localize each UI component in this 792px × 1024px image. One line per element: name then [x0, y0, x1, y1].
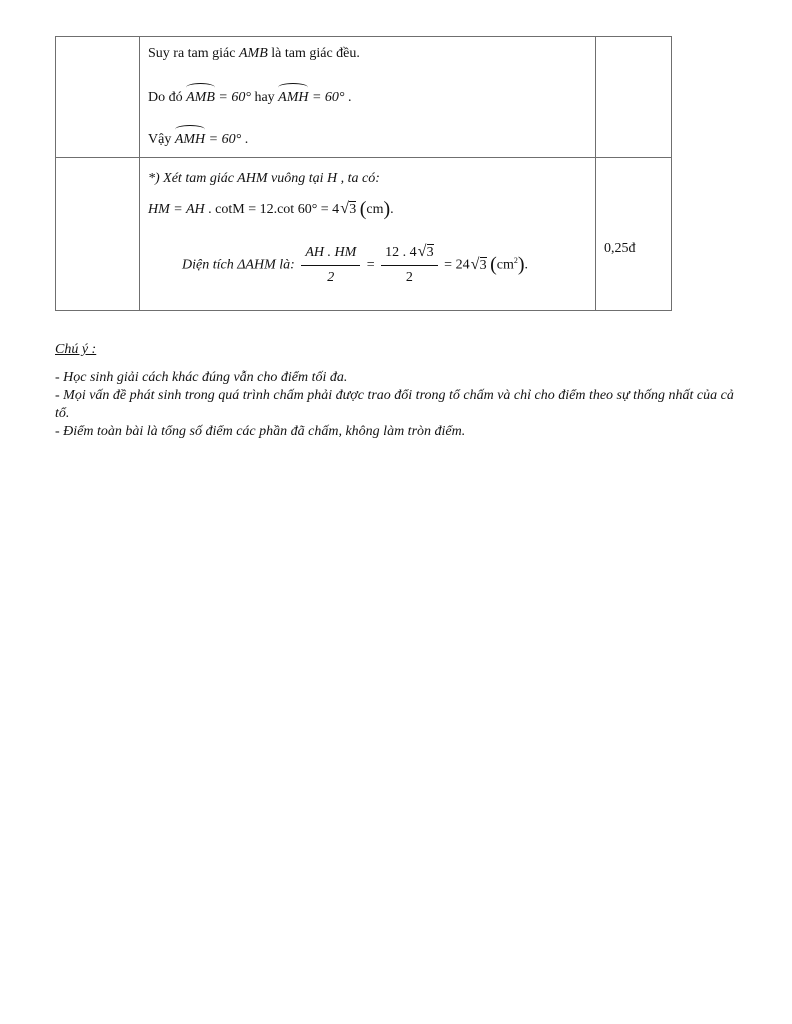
result-unit-power: 2 — [513, 256, 518, 266]
result-unit-cm: cm — [496, 257, 514, 273]
table-row — [56, 37, 672, 158]
angle-amh-value: = 60° — [311, 90, 345, 105]
solution-content — [140, 37, 595, 157]
note-item: - Mọi vấn đề phát sinh trong quá trình chấm phải được trao đổi trong tổ chấm và chỉ cho điểm theo sự thống nhất của cả tổ. — [55, 388, 734, 421]
table-row — [56, 158, 672, 311]
area-equation — [182, 244, 528, 287]
sqrt-3: √ 3 — [341, 201, 356, 219]
hm-lhs: HM = AH — [148, 202, 205, 217]
line3-ending: . — [244, 132, 249, 147]
angle-amh: AMH — [278, 85, 308, 107]
fraction2-prefix: 12 . 4 — [385, 245, 417, 260]
left-parenthesis: ( — [359, 198, 367, 220]
equals-1: = — [366, 257, 375, 273]
answer-table — [55, 36, 672, 311]
fraction-12-4-sqrt3-denominator: 2 — [405, 270, 413, 285]
line2-ending: . — [348, 90, 352, 105]
score-value: 0,25đ — [604, 241, 636, 256]
solution-line-1 — [148, 45, 360, 63]
note-item: - Điểm toàn bài là tổng số điểm các phần đã chấm, không làm tròn điểm. — [55, 424, 466, 439]
angle-amb: AMB — [186, 85, 215, 107]
equals-2: = 24 — [444, 257, 470, 273]
notes-section — [55, 341, 745, 441]
result-right-parenthesis: ) — [517, 253, 525, 276]
line1-suffix: là tam giác đều. — [271, 46, 360, 61]
line2-prefix: Do đó — [148, 90, 183, 105]
score-cell — [596, 158, 672, 311]
unit-cm: cm — [366, 202, 384, 217]
left-empty-cell — [56, 158, 140, 311]
final-angle-value: = 60° — [208, 132, 242, 147]
area-ending: . — [524, 257, 529, 273]
solution-line-3 — [148, 127, 248, 149]
angle-amb-value: = 60° — [218, 90, 251, 105]
solution-cell — [140, 37, 596, 158]
note-item: - Học sinh giải cách khác đúng vẫn cho điểm tối đa. — [55, 370, 348, 385]
triangle-amb: AMB — [238, 46, 268, 61]
area-solution-content — [140, 158, 595, 310]
line3-prefix: Vậy — [148, 132, 172, 147]
hm-middle: . cotM = 12.cot 60° = 4 — [208, 202, 340, 217]
fraction-12-4-sqrt3 — [381, 244, 438, 287]
fraction2-sqrt: √ 3 — [419, 244, 434, 262]
line2-connector: hay — [254, 90, 275, 105]
area-solution-cell — [140, 158, 596, 311]
triangle-intro: *) Xét tam giác AHM vuông tại H , ta có: — [148, 171, 380, 186]
triangle-ahm: ΔAHM — [237, 257, 276, 273]
hm-ending: . — [390, 202, 394, 217]
final-angle-amh: AMH — [175, 127, 205, 149]
result-sqrt: √ 3 — [472, 257, 487, 275]
fraction-12-4-sqrt3-numerator — [381, 244, 438, 266]
score-cell-content — [596, 158, 671, 310]
area-label: Diện tích — [182, 257, 234, 273]
fraction-ah-hm — [301, 244, 360, 287]
fraction-ah-hm-numerator: AH . HM — [301, 244, 360, 266]
solution-line-2 — [148, 85, 352, 107]
fraction-ah-hm-denominator: 2 — [327, 270, 335, 285]
notes-title: Chú ý : — [55, 342, 97, 357]
result-left-parenthesis: ( — [490, 253, 497, 276]
area-suffix: là: — [279, 257, 295, 273]
line1-prefix: Suy ra tam giác — [148, 46, 236, 61]
hm-equation — [148, 200, 394, 219]
score-empty-cell — [596, 37, 672, 158]
right-parenthesis: ) — [383, 198, 391, 220]
left-empty-cell — [56, 37, 140, 158]
